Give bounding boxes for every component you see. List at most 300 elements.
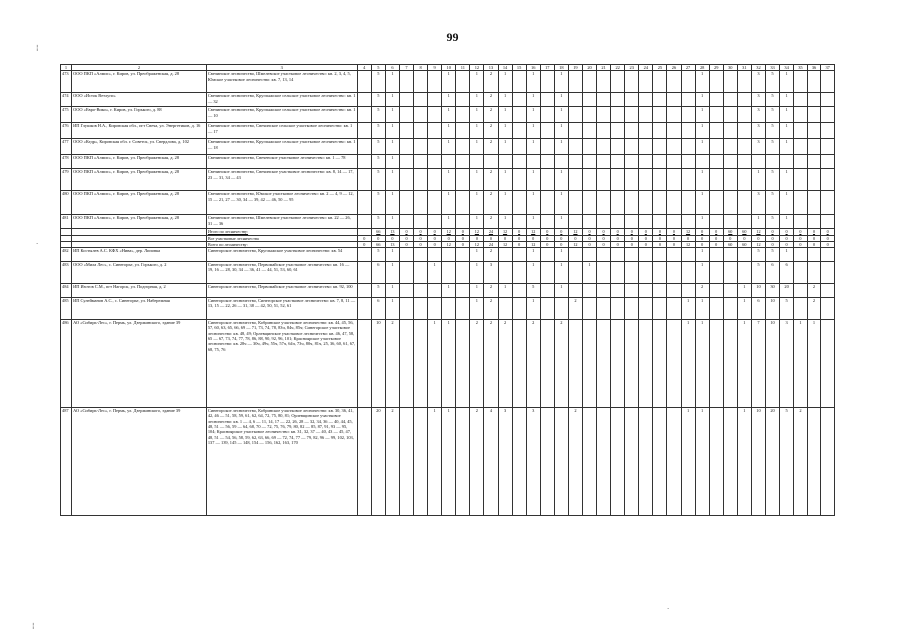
value-cell: 1: [385, 284, 399, 298]
value-cell: 1: [681, 408, 695, 516]
value-cell: 2: [484, 123, 498, 139]
value-cell: [821, 408, 835, 516]
value-cell: [540, 215, 554, 229]
value-cell: 1: [737, 284, 751, 298]
value-cell: [807, 139, 821, 155]
value-cell: [399, 262, 413, 284]
table-row: [61, 248, 835, 262]
value-cell: [512, 155, 526, 169]
value-cell: [611, 320, 625, 408]
value-cell: [414, 191, 428, 215]
value-cell: [611, 169, 625, 191]
header-cell: 28: [695, 65, 709, 71]
value-cell: 3: [751, 191, 765, 215]
value-cell: [653, 93, 667, 107]
value-cell: 0: [540, 229, 554, 235]
value-cell: [667, 298, 681, 320]
value-cell: 0: [639, 241, 653, 247]
value-cell: 1: [695, 408, 709, 516]
value-cell: [681, 169, 695, 191]
value-cell: [653, 215, 667, 229]
value-cell: 1: [780, 169, 794, 191]
value-cell: 1: [470, 284, 484, 298]
value-cell: [681, 191, 695, 215]
value-cell: 1: [442, 71, 456, 93]
value-cell: 1: [751, 169, 765, 191]
row-number-cell: 483: [61, 262, 72, 284]
value-cell: 5: [371, 155, 385, 169]
location-cell: Свечинское лесничество, Свеченское участковое лесничество: кв. 1 — 78: [206, 155, 357, 169]
organization-cell: ИП Глушков Н.А., Кировская обл., пгт Свеча, ул. Энергетиков, д. 16: [72, 123, 207, 139]
header-cell: 30: [723, 65, 737, 71]
value-cell: [807, 93, 821, 107]
value-cell: [737, 155, 751, 169]
value-cell: [399, 284, 413, 298]
value-cell: 2: [695, 284, 709, 298]
value-cell: [794, 139, 808, 155]
value-cell: [737, 139, 751, 155]
value-cell: 1: [442, 93, 456, 107]
value-cell: 1: [554, 93, 568, 107]
value-cell: 3: [751, 139, 765, 155]
value-cell: [667, 123, 681, 139]
value-cell: [568, 107, 582, 123]
value-cell: 0: [611, 241, 625, 247]
value-cell: 13: [385, 229, 399, 235]
row-number-cell: 485: [61, 298, 72, 320]
value-cell: [540, 93, 554, 107]
value-cell: 0: [653, 235, 667, 241]
header-cell: 36: [807, 65, 821, 71]
value-cell: [709, 298, 723, 320]
value-cell: 1: [470, 139, 484, 155]
value-cell: [428, 215, 442, 229]
value-cell: [709, 71, 723, 93]
value-cell: 1: [780, 191, 794, 215]
value-cell: 66: [371, 229, 385, 235]
value-cell: [794, 284, 808, 298]
value-cell: 0: [821, 229, 835, 235]
value-cell: [512, 123, 526, 139]
value-cell: [484, 155, 498, 169]
value-cell: 2: [484, 71, 498, 93]
value-cell: [639, 262, 653, 284]
header-cell: 37: [821, 65, 835, 71]
value-cell: [709, 191, 723, 215]
value-cell: 1: [780, 248, 794, 262]
row-number-cell: 474: [61, 93, 72, 107]
value-cell: 12: [470, 229, 484, 235]
value-cell: [442, 248, 456, 262]
value-cell: 0: [428, 229, 442, 235]
value-cell: 0: [794, 229, 808, 235]
row-number-cell: 486: [61, 320, 72, 408]
value-cell: [456, 139, 470, 155]
table-row: [61, 71, 835, 93]
value-cell: [807, 155, 821, 169]
value-cell: [456, 107, 470, 123]
value-cell: 1: [470, 93, 484, 107]
value-cell: [667, 155, 681, 169]
value-cell: [512, 262, 526, 284]
value-cell: 0: [582, 241, 596, 247]
value-cell: [625, 71, 639, 93]
value-cell: [428, 298, 442, 320]
value-cell: [709, 408, 723, 516]
value-cell: [414, 71, 428, 93]
organization-cell: ООО ПКП «Алмис», г. Киров, ул. Преображенская, д. 28: [72, 71, 207, 93]
table-row: [61, 155, 835, 169]
value-cell: [611, 248, 625, 262]
value-cell: 5: [371, 93, 385, 107]
value-cell: 1: [470, 71, 484, 93]
value-cell: 5: [765, 107, 779, 123]
value-cell: [667, 284, 681, 298]
value-cell: 2: [470, 408, 484, 516]
value-cell: [737, 248, 751, 262]
value-cell: [709, 169, 723, 191]
value-cell: [653, 123, 667, 139]
value-cell: [414, 284, 428, 298]
value-cell: 1: [695, 139, 709, 155]
value-cell: [414, 93, 428, 107]
value-cell: [568, 155, 582, 169]
value-cell: [625, 155, 639, 169]
table-row: [61, 262, 835, 284]
value-cell: 20: [765, 408, 779, 516]
value-cell: [709, 107, 723, 123]
value-cell: [357, 248, 371, 262]
value-cell: [582, 191, 596, 215]
value-cell: [456, 284, 470, 298]
table-row: [61, 107, 835, 123]
value-cell: [794, 191, 808, 215]
value-cell: 1: [554, 248, 568, 262]
value-cell: [456, 169, 470, 191]
value-cell: 1: [385, 215, 399, 229]
value-cell: 12: [526, 229, 540, 235]
value-cell: [667, 169, 681, 191]
organization-cell: ООО ПКП «Алмис», г. Киров, ул. Преображенская, д. 28: [72, 169, 207, 191]
value-cell: [723, 408, 737, 516]
register-table: [60, 64, 835, 516]
value-cell: [639, 298, 653, 320]
value-cell: [681, 71, 695, 93]
value-cell: [428, 169, 442, 191]
value-cell: 1: [554, 123, 568, 139]
value-cell: 0: [625, 229, 639, 235]
value-cell: [428, 71, 442, 93]
header-cell: 26: [667, 65, 681, 71]
value-cell: 1: [695, 191, 709, 215]
value-cell: 0: [625, 235, 639, 241]
value-cell: 60: [737, 229, 751, 235]
value-cell: [582, 298, 596, 320]
value-cell: 5: [371, 248, 385, 262]
value-cell: 12: [526, 241, 540, 247]
value-cell: [821, 139, 835, 155]
value-cell: [456, 93, 470, 107]
value-cell: [625, 107, 639, 123]
value-cell: [821, 71, 835, 93]
margin-mark: ¦: [32, 622, 35, 630]
value-cell: [681, 93, 695, 107]
value-cell: 1: [442, 215, 456, 229]
value-cell: 1: [442, 320, 456, 408]
header-cell: 5: [371, 65, 385, 71]
value-cell: 2: [470, 320, 484, 408]
value-cell: 12: [442, 241, 456, 247]
value-cell: 0: [821, 235, 835, 241]
value-cell: [611, 191, 625, 215]
value-cell: [414, 139, 428, 155]
value-cell: 5: [765, 123, 779, 139]
value-cell: 5: [765, 215, 779, 229]
value-cell: [512, 71, 526, 93]
value-cell: [625, 284, 639, 298]
value-cell: 0: [357, 241, 371, 247]
row-number-cell: 484: [61, 284, 72, 298]
value-cell: 5: [371, 191, 385, 215]
location-cell: Свечинское лесничество, Шмелевское участковое лесничество: кв. 2, 3, 4, 5, Юмское участковое лесничество: кв. 7, 13, 14: [206, 71, 357, 93]
value-cell: 0: [611, 235, 625, 241]
value-cell: [737, 215, 751, 229]
value-cell: [723, 107, 737, 123]
value-cell: 0: [428, 235, 442, 241]
value-cell: 1: [695, 262, 709, 284]
value-cell: 10: [765, 320, 779, 408]
value-cell: 1: [695, 71, 709, 93]
value-cell: [414, 155, 428, 169]
value-cell: 2: [484, 139, 498, 155]
value-cell: 1: [695, 320, 709, 408]
value-cell: 1: [695, 123, 709, 139]
value-cell: 5: [751, 248, 765, 262]
value-cell: [428, 191, 442, 215]
summary-label-cell: Все участковые лесничества: [206, 235, 357, 241]
value-cell: [667, 93, 681, 107]
value-cell: [357, 107, 371, 123]
row-number-cell: 476: [61, 123, 72, 139]
value-cell: 0: [540, 241, 554, 247]
value-cell: [807, 71, 821, 93]
value-cell: 1: [526, 71, 540, 93]
header-cell: 34: [780, 65, 794, 71]
value-cell: [498, 262, 512, 284]
value-cell: [653, 191, 667, 215]
value-cell: 1: [526, 169, 540, 191]
value-cell: 2: [484, 93, 498, 107]
value-cell: [512, 248, 526, 262]
value-cell: 1: [681, 298, 695, 320]
value-cell: 0: [456, 235, 470, 241]
value-cell: [540, 123, 554, 139]
header-cell: 14: [498, 65, 512, 71]
value-cell: [807, 191, 821, 215]
value-cell: [723, 155, 737, 169]
value-cell: 2: [484, 248, 498, 262]
value-cell: 5: [371, 284, 385, 298]
value-cell: 1: [498, 191, 512, 215]
row-number-cell: 480: [61, 191, 72, 215]
value-cell: [554, 155, 568, 169]
value-cell: 1: [554, 262, 568, 284]
value-cell: 1: [470, 262, 484, 284]
value-cell: [611, 215, 625, 229]
value-cell: [625, 408, 639, 516]
location-cell: Свечинское лесничество, Шмелевское участковое лесничество: кв. 22 — 26, 31 — 36: [206, 215, 357, 229]
value-cell: [456, 262, 470, 284]
organization-cell: ООО «Кедр», Кировская обл. г. Советск, ул. Свердлова, д. 102: [72, 139, 207, 155]
value-cell: 0: [484, 235, 498, 241]
value-cell: [653, 320, 667, 408]
value-cell: 0: [807, 229, 821, 235]
value-cell: 3: [780, 320, 794, 408]
value-cell: [709, 320, 723, 408]
value-cell: 24: [484, 241, 498, 247]
value-cell: 0: [780, 229, 794, 235]
value-cell: 6: [780, 262, 794, 284]
value-cell: 1: [554, 169, 568, 191]
value-cell: [414, 298, 428, 320]
value-cell: 0: [709, 241, 723, 247]
value-cell: [653, 169, 667, 191]
value-cell: [821, 107, 835, 123]
value-cell: [653, 107, 667, 123]
value-cell: 2: [554, 320, 568, 408]
value-cell: [794, 71, 808, 93]
location-cell: Синегорское лесничество, Кобринское участковое лесничество: кв. 44, 45, 56, 57, 60, 63, 65, 66, 69 — 71, 73, 74, 78, 83ч, 84ч, 85ч; Синегорское участковое лесничество: кв. 48, 49; Орлевщинское участковое лесничество: кв. 46, 47, 58, 65 — 67, 73, 74, 77, 78, 86, 88, 90, 92, 96, 101; Красноярское участковое лесничество: кв. 28ч — 30ч, 49ч, 55ч, 57ч, 64ч, 73ч, 80ч, 81ч, 25, 36, 60, 61, 67, 68, 75, 76: [206, 320, 357, 408]
value-cell: [582, 248, 596, 262]
value-cell: 1: [526, 215, 540, 229]
organization-cell: ООО «Исток Ветлуги»: [72, 93, 207, 107]
value-cell: [737, 107, 751, 123]
value-cell: [807, 107, 821, 123]
header-cell: 6: [385, 65, 399, 71]
value-cell: [611, 155, 625, 169]
value-cell: 1: [695, 248, 709, 262]
value-cell: [681, 123, 695, 139]
header-cell: 3: [206, 65, 357, 71]
header-cell: 21: [597, 65, 611, 71]
value-cell: [681, 248, 695, 262]
value-cell: 5: [765, 169, 779, 191]
value-cell: 2: [484, 284, 498, 298]
value-cell: [639, 215, 653, 229]
value-cell: [653, 284, 667, 298]
value-cell: [512, 191, 526, 215]
value-cell: [737, 93, 751, 107]
value-cell: 1: [442, 107, 456, 123]
value-cell: [794, 93, 808, 107]
value-cell: [821, 320, 835, 408]
value-cell: 0: [456, 229, 470, 235]
organization-cell: ООО ПКП «Алмис», г. Киров, ул. Преображенская, д. 28: [72, 215, 207, 229]
value-cell: [597, 262, 611, 284]
value-cell: 0: [498, 235, 512, 241]
value-cell: [723, 262, 737, 284]
value-cell: [794, 169, 808, 191]
value-cell: 0: [639, 229, 653, 235]
value-cell: [737, 262, 751, 284]
value-cell: [399, 155, 413, 169]
value-cell: [428, 248, 442, 262]
value-cell: [414, 262, 428, 284]
value-cell: 2: [484, 298, 498, 320]
value-cell: [357, 320, 371, 408]
value-cell: [399, 169, 413, 191]
value-cell: 1: [554, 284, 568, 298]
value-cell: [780, 155, 794, 169]
value-cell: [582, 215, 596, 229]
value-cell: 1: [498, 169, 512, 191]
value-cell: [667, 107, 681, 123]
value-cell: 2: [484, 191, 498, 215]
value-cell: 1: [470, 169, 484, 191]
value-cell: 1: [780, 107, 794, 123]
header-cell: 12: [470, 65, 484, 71]
value-cell: 1: [498, 123, 512, 139]
value-cell: [456, 71, 470, 93]
value-cell: [639, 408, 653, 516]
value-cell: 2: [385, 408, 399, 516]
value-cell: [456, 248, 470, 262]
value-cell: [357, 262, 371, 284]
value-cell: [512, 284, 526, 298]
value-cell: 1: [470, 191, 484, 215]
location-cell: Синегорское лесничество, Круглыжское участковое лесничество: кв. 54: [206, 248, 357, 262]
value-cell: 0: [794, 241, 808, 247]
value-cell: [597, 93, 611, 107]
value-cell: [794, 155, 808, 169]
value-cell: 1: [385, 139, 399, 155]
value-cell: 0: [414, 235, 428, 241]
value-cell: 1: [695, 107, 709, 123]
margin-mark: ¦: [36, 44, 39, 52]
value-cell: 6: [751, 298, 765, 320]
header-cell: 16: [526, 65, 540, 71]
value-cell: [428, 123, 442, 139]
value-cell: 0: [512, 241, 526, 247]
value-cell: 1: [498, 93, 512, 107]
margin-mark: ·: [667, 605, 670, 613]
value-cell: [582, 320, 596, 408]
value-cell: 2: [484, 107, 498, 123]
value-cell: 20: [371, 408, 385, 516]
value-cell: 1: [385, 248, 399, 262]
value-cell: 6: [765, 262, 779, 284]
row-number-cell: 473: [61, 71, 72, 93]
value-cell: 0: [470, 235, 484, 241]
value-cell: 1: [385, 155, 399, 169]
value-cell: 5: [751, 262, 765, 284]
value-cell: 1: [526, 298, 540, 320]
value-cell: 1: [526, 139, 540, 155]
value-cell: 0: [807, 235, 821, 241]
value-cell: 1: [385, 298, 399, 320]
organization-cell: ООО ПКП «Алмис», г. Киров, ул. Преображенская, д. 28: [72, 155, 207, 169]
value-cell: [512, 107, 526, 123]
value-cell: 0: [681, 235, 695, 241]
value-cell: 1: [526, 123, 540, 139]
value-cell: [737, 71, 751, 93]
value-cell: [723, 284, 737, 298]
value-cell: 0: [667, 241, 681, 247]
organization-cell: ИП Костылев А.С. КФХ «Нива», дер. Липовка: [72, 248, 207, 262]
value-cell: [540, 139, 554, 155]
value-cell: [625, 191, 639, 215]
row-number-cell: 482: [61, 248, 72, 262]
